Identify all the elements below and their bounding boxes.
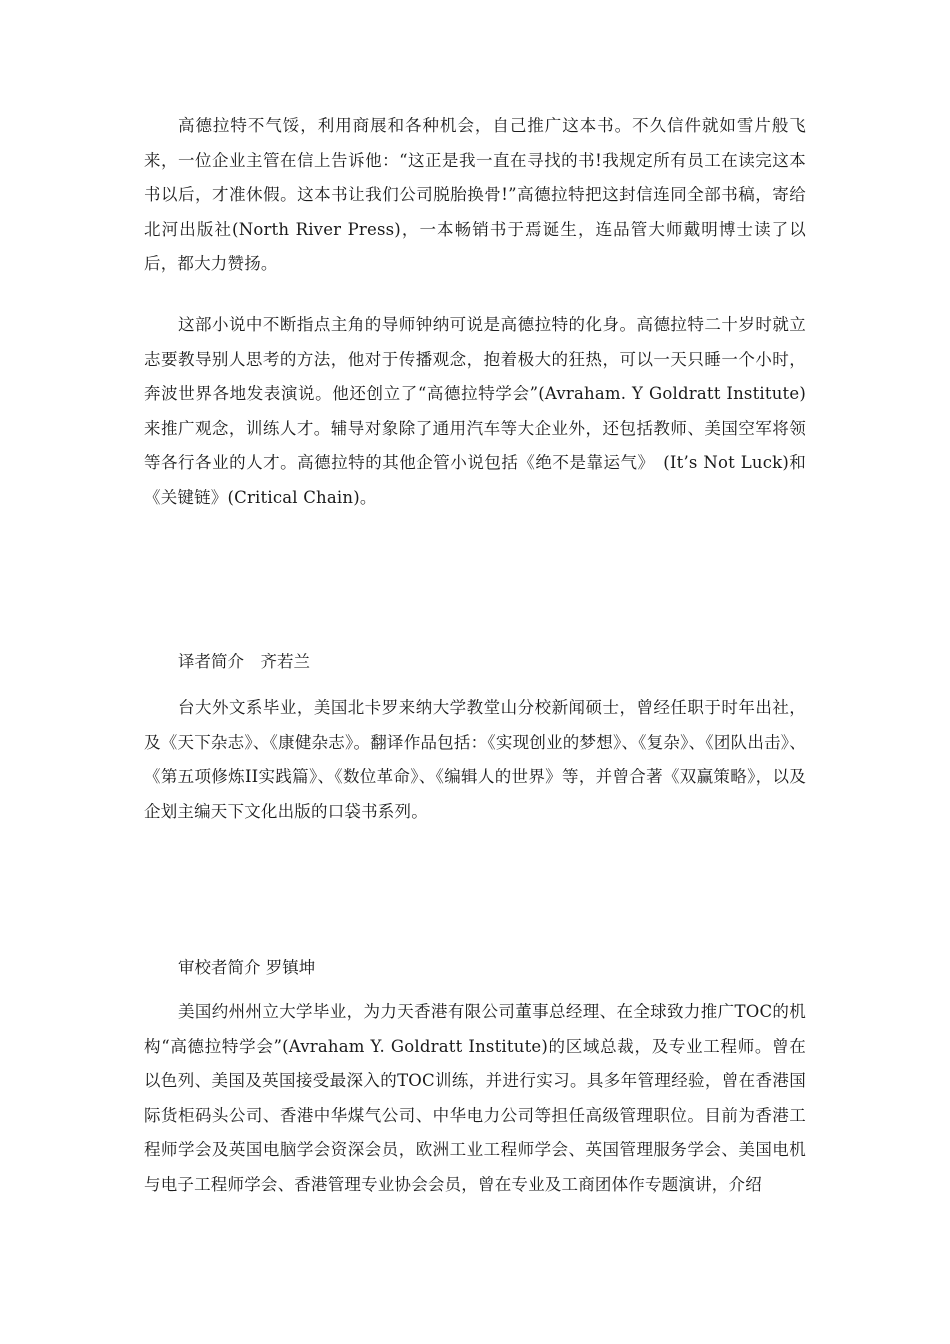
translator-heading: 译者简介 齐若兰 <box>178 652 310 671</box>
reviewer-heading: 审校者简介 罗镇坤 <box>178 958 316 977</box>
translator-paragraph: 台大外文系毕业，美国北卡罗来纳大学教堂山分校新闻硕士，曾经任职于时年出社，及《天下杂志》、《康健杂志》。翻译作品包括：《实现创业的梦想》、《复杂》、《团队出击》、《第五项修炼II实践篇》、《数位革命》、《编辑人的世界》等，并曾合著《双赢策略》，以及企划主编天下文化出版的口袋书系列。 <box>144 698 806 821</box>
reviewer-paragraph: 美国约州州立大学毕业，为力天香港有限公司董事总经理、在全球致力推广TOC的机构“高德拉特学会”(Avraham Y. Goldratt Institute)的区域总裁，及专业工程师。曾在以色列、美国及英国接受最深入的TOC训练，并进行实习。具多年管理经验，曾在香港国际货柜码头公司、香港中华煤气公司、中华电力公司等担任高级管理职位。目前为香港工程师学会及英国电脑学会资深会员，欧洲工业工程师学会、英国管理服务学会、美国电机与电子工程师学会、香港管理专业协会会员，曾在专业及工商团体作专题演讲，介绍 <box>144 1002 806 1194</box>
author-paragraph-1: 高德拉特不气馁，利用商展和各种机会，自己推广这本书。不久信件就如雪片般飞来，一位企业主管在信上告诉他：“这正是我一直在寻找的书!我规定所有员工在读完这本书以后，才准休假。这本书让我们公司脱胎换骨!”高德拉特把这封信连同全部书稿，寄给北河出版社(North River Press)，一本畅销书于焉诞生，连品管大师戴明博士读了以后，都大力赞扬。 <box>144 116 806 274</box>
author-paragraph-2: 这部小说中不断指点主角的导师钟纳可说是高德拉特的化身。高德拉特二十岁时就立志要教导别人思考的方法，他对于传播观念，抱着极大的狂热，可以一天只睡一个小时，奔波世界各地发表演说。他还创立了“高德拉特学会”(Avraham. Y Goldratt Institute)来推广观念，训练人才。辅导对象除了通用汽车等大企业外，还包括教师、美国空军将领等各行各业的人才。高德拉特的其他企管小说包括《绝不是靠运气》 (It’s Not Luck)和《关键链》(Critical Chain)。 <box>144 315 806 507</box>
